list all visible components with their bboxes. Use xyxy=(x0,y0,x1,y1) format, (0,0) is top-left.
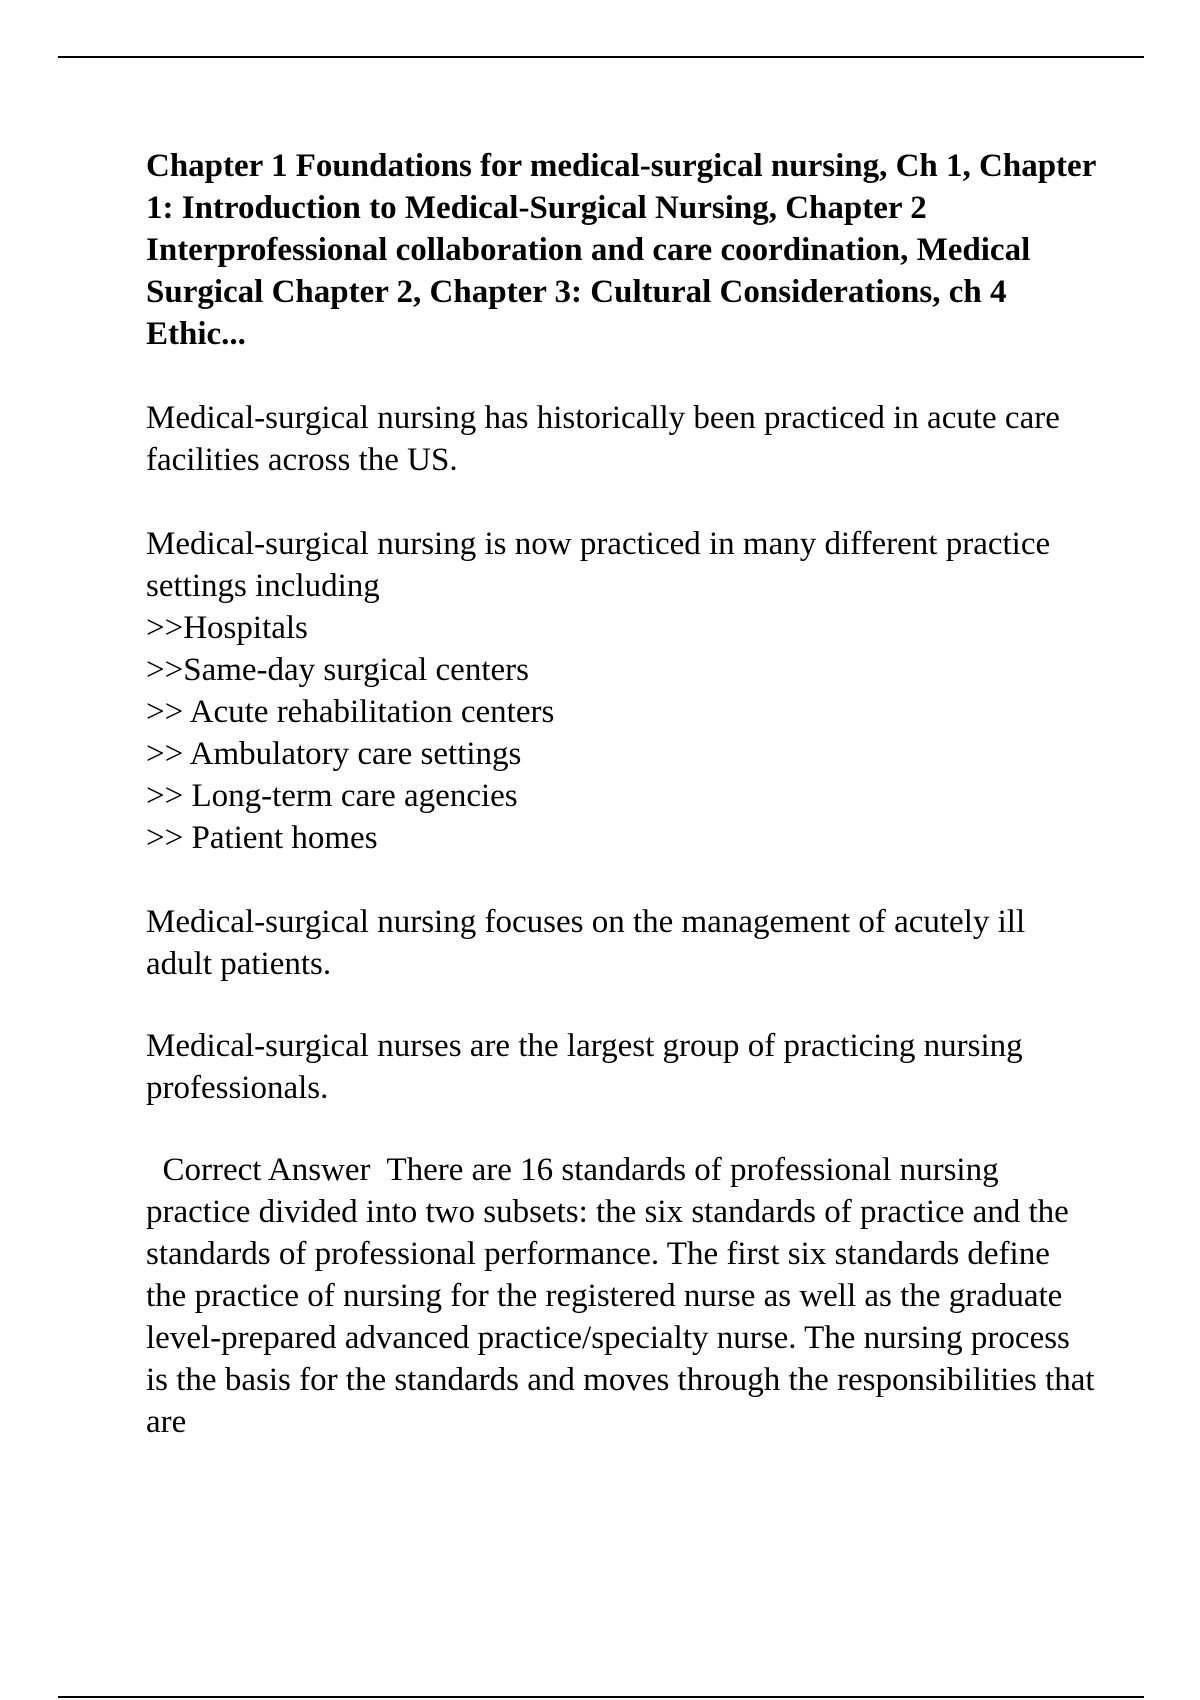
list-item: >> Patient homes xyxy=(146,820,378,856)
paragraph-history: Medical-surgical nursing has historically been practiced in acute care facilities across the US. xyxy=(146,400,1069,478)
list-item: >>Same-day surgical centers xyxy=(146,652,529,688)
correct-answer-text: There are 16 standards of professional nursing practice divided into two subsets: the six standards of practice and the standards of professional performance. The first six standards define the practice of nursing for the registered nurse as well as the graduate level-prepared advanced practice/specialty nurse. The nursing process is the basis for the standards and moves through the responsibilities that are xyxy=(146,1152,1103,1440)
list-item: >> Ambulatory care settings xyxy=(146,736,522,772)
top-divider xyxy=(58,56,1144,58)
settings-list xyxy=(146,607,1096,859)
list-item: >>Hospitals xyxy=(146,610,308,646)
list-item: >> Acute rehabilitation centers xyxy=(146,694,555,730)
paragraph-settings-intro: Medical-surgical nursing is now practiced in many different practice settings including xyxy=(146,526,1059,604)
document-body xyxy=(146,145,1103,1443)
document-title: Chapter 1 Foundations for medical-surgical nursing, Ch 1, Chapter 1: Introduction to Medical-Surgical Nursing, Chapter 2 Interprofessional collaboration and care coordination, Medical Surgical Chapter 2, Chapter 3: Cultural Considerations, ch 4 Ethic... xyxy=(146,148,1096,352)
correct-answer-label: Correct Answer xyxy=(162,1152,371,1188)
list-item: >> Long-term care agencies xyxy=(146,778,518,814)
paragraph-correct-answer xyxy=(146,1149,1103,1443)
bottom-divider xyxy=(58,1696,1144,1698)
paragraph-focus: Medical-surgical nursing focuses on the management of acutely ill adult patients. xyxy=(146,904,1034,982)
paragraph-largest-group: Medical-surgical nurses are the largest group of practicing nursing professionals. xyxy=(146,1028,1031,1106)
